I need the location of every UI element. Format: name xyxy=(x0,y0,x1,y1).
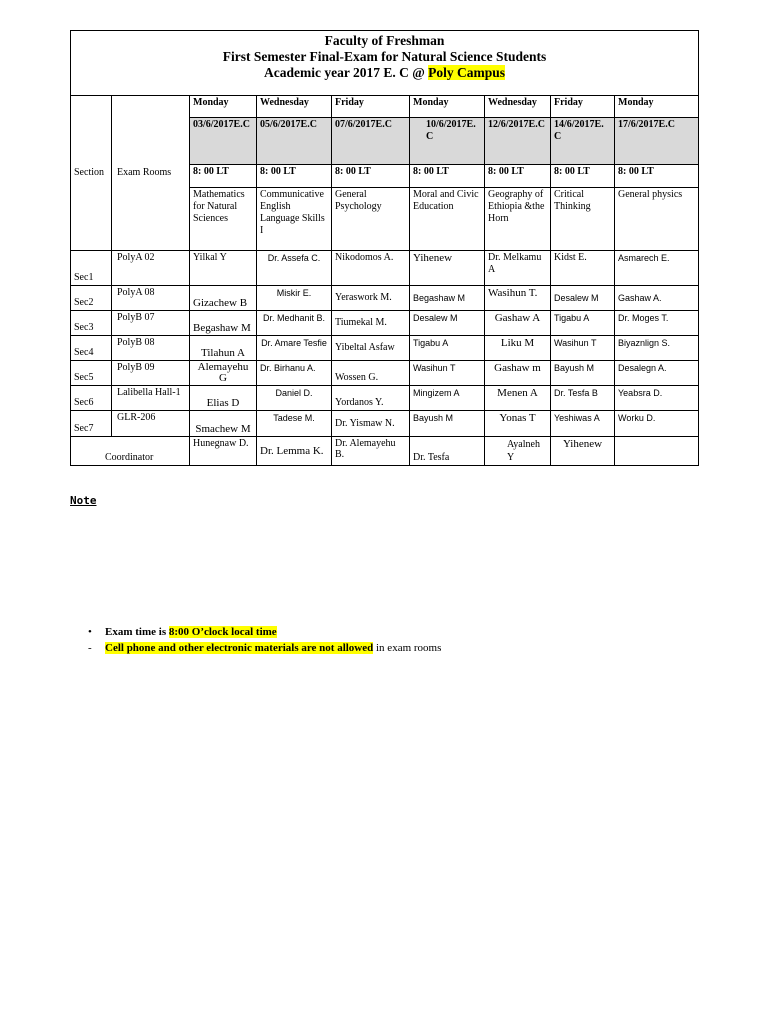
time-header: 8: 00 LT xyxy=(190,165,257,187)
subject-header: General Psychology xyxy=(332,187,410,250)
day-header: Monday xyxy=(615,96,699,118)
coordinator-label: Coordinator xyxy=(71,437,190,466)
note-text: in exam rooms xyxy=(373,642,442,654)
coordinator-cell: Ayalneh Y xyxy=(485,437,551,466)
invigilator-cell: Bayush M xyxy=(551,361,615,386)
invigilator-cell: Mingizem A xyxy=(410,386,485,411)
invigilator-cell: Gizachew B xyxy=(190,286,257,311)
title-year-text: Academic year 2017 E. C @ xyxy=(263,65,429,80)
date-header: 10/6/2017E. C xyxy=(410,118,485,165)
invigilator-cell: Miskir E. xyxy=(257,286,332,311)
room-cell: PolyA 02 xyxy=(112,251,190,286)
note-heading: Note xyxy=(70,494,97,507)
time-header: 8: 00 LT xyxy=(485,165,551,187)
invigilator-cell: Smachew M xyxy=(190,411,257,437)
invigilator-cell: Tadese M. xyxy=(257,411,332,437)
invigilator-cell: Gashaw A. xyxy=(615,286,699,311)
day-header: Friday xyxy=(332,96,410,118)
date-header: 12/6/2017E.C xyxy=(485,118,551,165)
invigilator-cell: Alemayehu G xyxy=(190,361,257,386)
date-header: 05/6/2017E.C xyxy=(257,118,332,165)
invigilator-cell: Dr. Yismaw N. xyxy=(332,411,410,437)
section-cell: Sec5 xyxy=(71,361,112,386)
day-header: Wednesday xyxy=(257,96,332,118)
exam-rooms-header: Exam Rooms xyxy=(112,96,190,251)
invigilator-cell: Liku M xyxy=(485,336,551,361)
coordinator-cell: Dr. Alemayehu B. xyxy=(332,437,410,466)
invigilator-cell: Menen A xyxy=(485,386,551,411)
section-header: Section xyxy=(71,96,112,251)
invigilator-cell: Wasihun T. xyxy=(485,286,551,311)
list-item xyxy=(88,624,441,640)
subject-header: Geography of Ethiopia &the Horn xyxy=(485,187,551,250)
invigilator-cell: Kidst E. xyxy=(551,251,615,286)
time-header: 8: 00 LT xyxy=(410,165,485,187)
invigilator-cell: Begashaw M xyxy=(190,311,257,336)
coordinator-cell: Dr. Tesfa xyxy=(410,437,485,466)
table-row xyxy=(71,411,699,437)
table-row xyxy=(71,251,699,286)
bullet-icon: • xyxy=(88,626,92,638)
invigilator-cell: Yeabsra D. xyxy=(615,386,699,411)
subject-header: Communicative English Language Skills I xyxy=(257,187,332,250)
date-header: 17/6/2017E.C xyxy=(615,118,699,165)
invigilator-cell: Tigabu A xyxy=(551,311,615,336)
invigilator-cell: Gashaw m xyxy=(485,361,551,386)
invigilator-cell: Wasihun T xyxy=(551,336,615,361)
day-header: Monday xyxy=(190,96,257,118)
room-cell: PolyB 07 xyxy=(112,311,190,336)
table-row xyxy=(71,286,699,311)
title-academic-year xyxy=(75,65,694,81)
invigilator-cell: Desalegn A. xyxy=(615,361,699,386)
day-header: Friday xyxy=(551,96,615,118)
invigilator-cell: Dr. Moges T. xyxy=(615,311,699,336)
invigilator-cell: Dr. Assefa C. xyxy=(257,251,332,286)
time-header: 8: 00 LT xyxy=(332,165,410,187)
exam-schedule-table xyxy=(70,30,699,466)
note-text: Exam time is xyxy=(105,626,169,638)
subject-header: General physics xyxy=(615,187,699,250)
invigilator-cell: Desalew M xyxy=(551,286,615,311)
invigilator-cell: Tilahun A xyxy=(190,336,257,361)
table-row xyxy=(71,336,699,361)
room-cell: PolyA 08 xyxy=(112,286,190,311)
note-highlight: 8:00 O’clock local time xyxy=(168,626,277,638)
section-cell: Sec1 xyxy=(71,251,112,286)
section-cell: Sec3 xyxy=(71,311,112,336)
table-row xyxy=(71,386,699,411)
invigilator-cell: Yilkal Y xyxy=(190,251,257,286)
title-exam: First Semester Final-Exam for Natural Science Students xyxy=(222,49,547,64)
invigilator-cell: Gashaw A xyxy=(485,311,551,336)
invigilator-cell: Yihenew xyxy=(410,251,485,286)
invigilator-cell: Yonas T xyxy=(485,411,551,437)
invigilator-cell: Yeraswork M. xyxy=(332,286,410,311)
invigilator-cell: Desalew M xyxy=(410,311,485,336)
invigilator-cell: Dr. Birhanu A. xyxy=(257,361,332,386)
time-header: 8: 00 LT xyxy=(551,165,615,187)
subject-header: Critical Thinking xyxy=(551,187,615,250)
invigilator-cell: Wasihun T xyxy=(410,361,485,386)
note-list xyxy=(88,624,441,656)
day-header: Wednesday xyxy=(485,96,551,118)
invigilator-cell: Wossen G. xyxy=(332,361,410,386)
room-cell: Lalibella Hall-1 xyxy=(112,386,190,411)
coordinator-cell xyxy=(615,437,699,466)
subject-header: Mathematics for Natural Sciences xyxy=(190,187,257,250)
subject-header: Moral and Civic Education xyxy=(410,187,485,250)
invigilator-cell: Dr. Melkamu A xyxy=(485,251,551,286)
day-row xyxy=(71,96,699,118)
date-header: 14/6/2017E. C xyxy=(551,118,615,165)
date-header: 03/6/2017E.C xyxy=(190,118,257,165)
invigilator-cell: Begashaw M xyxy=(410,286,485,311)
invigilator-cell: Dr. Medhanit B. xyxy=(257,311,332,336)
section-cell: Sec2 xyxy=(71,286,112,311)
time-header: 8: 00 LT xyxy=(615,165,699,187)
invigilator-cell: Nikodomos A. xyxy=(332,251,410,286)
invigilator-cell: Tigabu A xyxy=(410,336,485,361)
day-header: Monday xyxy=(410,96,485,118)
room-cell: PolyB 08 xyxy=(112,336,190,361)
campus-highlight: Poly Campus xyxy=(428,65,506,80)
section-cell: Sec4 xyxy=(71,336,112,361)
invigilator-cell: Yordanos Y. xyxy=(332,386,410,411)
list-item xyxy=(88,640,441,656)
invigilator-cell: Daniel D. xyxy=(257,386,332,411)
invigilator-cell: Tiumekal M. xyxy=(332,311,410,336)
schedule-title xyxy=(71,31,699,96)
invigilator-cell: Dr. Tesfa B xyxy=(551,386,615,411)
table-row xyxy=(71,311,699,336)
note-highlight: Cell phone and other electronic materials are not allowed xyxy=(105,642,374,654)
room-cell: GLR-206 xyxy=(112,411,190,437)
coordinator-row xyxy=(71,437,699,466)
bullet-icon: - xyxy=(88,642,92,654)
date-header: 07/6/2017E.C xyxy=(332,118,410,165)
room-cell: PolyB 09 xyxy=(112,361,190,386)
title-faculty: Faculty of Freshman xyxy=(324,33,445,48)
coordinator-cell: Hunegnaw D. xyxy=(190,437,257,466)
coordinator-cell: Yihenew xyxy=(551,437,615,466)
invigilator-cell: Bayush M xyxy=(410,411,485,437)
invigilator-cell: Yeshiwas A xyxy=(551,411,615,437)
invigilator-cell: Biyaznlign S. xyxy=(615,336,699,361)
invigilator-cell: Elias D xyxy=(190,386,257,411)
section-cell: Sec6 xyxy=(71,386,112,411)
coordinator-cell: Dr. Lemma K. xyxy=(257,437,332,466)
invigilator-cell: Asmarech E. xyxy=(615,251,699,286)
invigilator-cell: Worku D. xyxy=(615,411,699,437)
section-cell: Sec7 xyxy=(71,411,112,437)
table-row xyxy=(71,361,699,386)
invigilator-cell: Yibeltal Asfaw xyxy=(332,336,410,361)
time-header: 8: 00 LT xyxy=(257,165,332,187)
title-row xyxy=(71,31,699,96)
invigilator-cell: Dr. Amare Tesfie xyxy=(257,336,332,361)
